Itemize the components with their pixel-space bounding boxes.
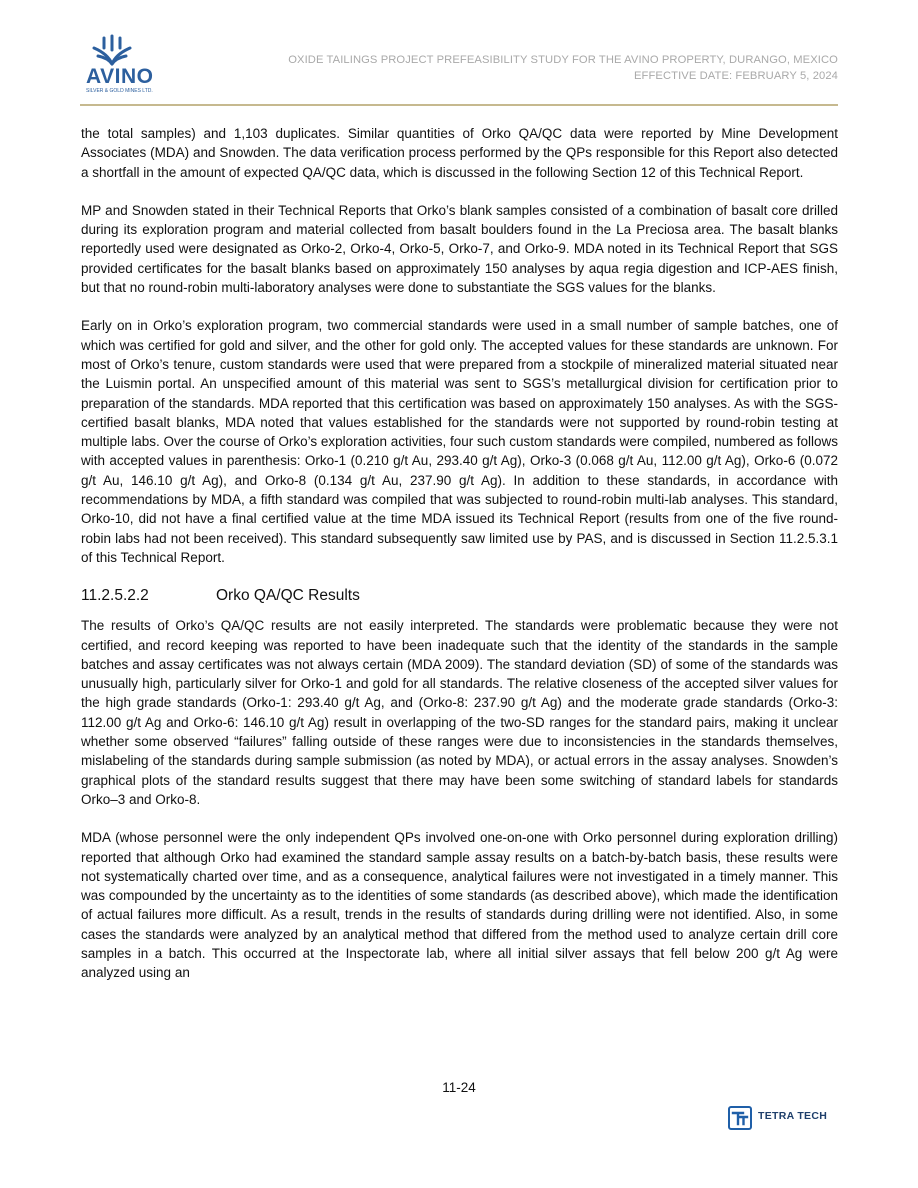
paragraph-standards: Early on in Orko’s exploration program, two commercial standards were used in a small number of sample batches, one of which was certified for gold and silver, and the other for gold only. The accepted values for these standards are unknown. For most of Orko’s tenure, custom standards were used that were prepared from a stockpile of mineralized material situated near the Luismin portal. An unspecified amount of this material was sent to SGS’s metallurgical division for certification prior to preparation of the standards. MDA reported that this certification was based on approximately 150 analyses. As with the SGS-certified basalt blanks, MDA noted that values established for the standards were not supported by round-robin testing at multiple labs. Over the course of Orko’s exploration activities, four such custom standards were compiled, numbered as follows with accepted values in parenthesis: Orko-1 (0.210 g/t Au, 293.40 g/t Ag), Orko-3 (0.068 g/t Au, 112.00 g/t Ag), Orko-6 (0.072 g/t Au, 146.10 g/t Ag), and Orko-8 (0.134 g/t Au, 237.90 g/t Ag). In addition to these standards, in accordance with recommendations by MDA, a fifth standard was compiled that was subjected to round-robin multi-lab analyses. This standard, Orko-10, did not have a final certified value at the time MDA issued its Technical Report (results from one of the five round-robin labs had not been received). This standard subsequently saw limited use by PAS, and is discussed in Section 11.2.5.3.1 of this Technical Report. [81, 318, 838, 565]
page-body [81, 124, 838, 1002]
effective-date: EFFECTIVE DATE: FEBRUARY 5, 2024 [633, 70, 838, 82]
avino-emblem-icon [80, 34, 160, 68]
paragraph-mda-review: MDA (whose personnel were the only independent QPs involved one-on-one with Orko personnel during exploration drilling) reported that although Orko had examined the standard sample assay results on a batch-by-batch basis, these results were not systematically charted over time, and as a consequence, analytical failures were not investigated in a timely manner. This was compounded by the uncertainty as to the identities of some standards (as described above), which made the identification of actual failures more difficult. As a result, trends in the results of standards during drilling were not identified. Also, in some cases the standards were analyzed by an analytical method that differed from the method used to analyze certain drill core samples in a batch. This occurred at the Inspectorate lab, where all initial silver assays that fell below 200 g/t Ag were analyzed using an [81, 830, 838, 981]
section-number: 11.2.5.2.2 [81, 587, 149, 605]
paragraph-qaqc-results: The results of Orko’s QA/QC results are not easily interpreted. The standards were problematic because they were not certified, and record keeping was reported to have been inadequate such that the identity of the standards in the sample batches and assay certificates was not always certain (MDA 2009). The standard deviation (SD) of some of the standards was unusually high, particularly silver for Orko-1 and gold for all standards. The relative closeness of the accepted silver values for the high grade standards (Orko-1: 293.40 g/t Ag, and (Orko-8: 237.90 g/t Ag) and the moderate grade standards (Orko-3: 112.00 g/t Ag and Orko-6: 146.10 g/t Ag) result in overlapping of the two-SD ranges for the standard pairs, making it unclear whether some observed “failures” falling outside of these ranges were due to inconsistencies in the standards themselves, mislabeling of the standards during sample submission (as noted by MDA), or actual errors in the assay analyses. Snowden’s graphical plots of the standard results suggest that there may have been some switching of standard labels for standards Orko–3 and Orko-8. [81, 618, 838, 807]
tetra-tech-icon [728, 1106, 752, 1130]
avino-logo-word: AVINO [86, 65, 154, 88]
paragraph-qaqc-duplicates: the total samples) and 1,103 duplicates. Similar quantities of Orko QA/QC data were reported by Mine Development Associates (MDA) and Snowden. The data verification process performed by the QPs responsible for this Report also detected a shortfall in the amount of expected QA/QC data, which is discussed in the following Section 12 of this Technical Report. [81, 126, 838, 180]
header-rule [80, 104, 838, 106]
report-title: OXIDE TAILINGS PROJECT PREFEASIBILITY STUDY FOR THE AVINO PROPERTY, DURANGO, MEXICO [288, 54, 838, 66]
section-heading [81, 586, 838, 606]
tetra-tech-logo [728, 1106, 838, 1132]
avino-logo [80, 34, 160, 100]
page-number: 11-24 [442, 1080, 476, 1095]
tetra-tech-word: TETRA TECH [758, 1110, 828, 1122]
page-header [80, 34, 838, 106]
paragraph-blank-samples: MP and Snowden stated in their Technical Reports that Orko’s blank samples consisted of a combination of basalt core drilled during its exploration program and material collected from basalt boulders found in the La Preciosa area. The basalt blanks reportedly used were designated as Orko-2, Orko-4, Orko-5, Orko-7, and Orko-9. MDA noted in its Technical Report that SGS provided certificates for the basalt blanks based on approximately 150 analyses by aqua regia digestion and ICP-AES finish, but that no round-robin multi-laboratory analyses were done to substantiate the SGS values for the blanks. [81, 202, 838, 296]
avino-logo-tagline: SILVER & GOLD MINES LTD. [86, 88, 153, 94]
header-text [288, 52, 838, 84]
section-title: Orko QA/QC Results [216, 587, 360, 605]
